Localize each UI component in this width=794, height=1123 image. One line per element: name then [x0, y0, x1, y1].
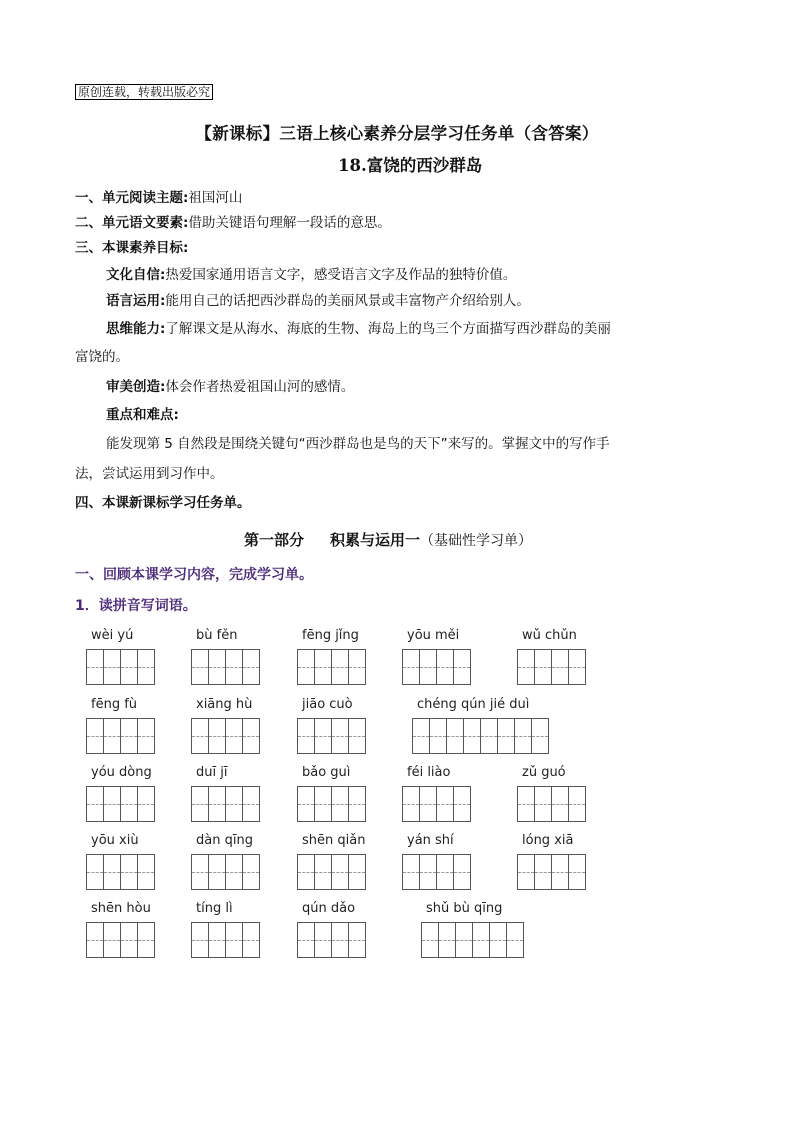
writing-cell[interactable]	[86, 649, 104, 685]
writing-cell[interactable]	[297, 854, 315, 890]
writing-cell[interactable]	[137, 854, 155, 890]
writing-cell[interactable]	[446, 718, 464, 754]
key-difficulty-cont: 法，尝试运用到习作中。	[75, 466, 224, 482]
goal-aesthetic-text: 体会作者热爱祖国山河的感情。	[165, 379, 355, 395]
key-difficulty-heading: 重点和难点:	[106, 407, 179, 423]
writing-cell[interactable]	[297, 922, 315, 958]
word-writing-boxes[interactable]	[517, 786, 586, 822]
writing-cell[interactable]	[137, 922, 155, 958]
writing-cell[interactable]	[402, 854, 420, 890]
part-note: （基础性学习单）	[420, 533, 533, 549]
writing-cell[interactable]	[489, 922, 507, 958]
writing-cell[interactable]	[517, 786, 535, 822]
lesson-title: 18.富饶的西沙群岛	[338, 156, 483, 175]
word-writing-boxes[interactable]	[191, 649, 260, 685]
goal-thinking	[106, 320, 611, 338]
word-writing-boxes[interactable]	[191, 922, 260, 958]
writing-cell[interactable]	[314, 854, 332, 890]
writing-cell[interactable]	[225, 649, 243, 685]
writing-cell[interactable]	[421, 922, 439, 958]
writing-cell[interactable]	[402, 649, 420, 685]
task-sheet-heading: 四、本课新课标学习任务单。	[75, 495, 251, 511]
writing-cell[interactable]	[137, 718, 155, 754]
writing-cell[interactable]	[331, 854, 349, 890]
writing-cell[interactable]	[436, 854, 454, 890]
word-writing-boxes[interactable]	[191, 786, 260, 822]
writing-cell[interactable]	[348, 649, 366, 685]
writing-cell[interactable]	[314, 718, 332, 754]
writing-cell[interactable]	[348, 718, 366, 754]
pinyin-label: tíng lì	[196, 901, 233, 916]
goal-thinking-text: 了解课文是从海水、海底的生物、海岛上的鸟三个方面描写西沙群岛的美丽	[165, 321, 611, 337]
pinyin-label: yóu dòng	[91, 765, 152, 780]
pinyin-label: shēn hòu	[91, 901, 151, 916]
writing-cell[interactable]	[103, 854, 121, 890]
writing-cell[interactable]	[225, 786, 243, 822]
writing-cell[interactable]	[419, 854, 437, 890]
word-writing-boxes[interactable]	[402, 786, 471, 822]
pinyin-label: yōu xiù	[91, 833, 139, 848]
writing-cell[interactable]	[103, 718, 121, 754]
writing-cell[interactable]	[453, 854, 471, 890]
writing-cell[interactable]	[120, 786, 138, 822]
writing-cell[interactable]	[297, 786, 315, 822]
goal-culture	[106, 266, 516, 284]
pinyin-label: shēn qiǎn	[302, 833, 366, 848]
goal-aesthetic-label: 审美创造:	[106, 379, 166, 395]
writing-cell[interactable]	[191, 649, 209, 685]
goal-culture-label: 文化自信:	[106, 267, 166, 283]
page-title: 【新课标】三语上核心素养分层学习任务单（含答案）	[195, 124, 599, 143]
unit-theme-label: 一、单元阅读主题:	[75, 190, 189, 206]
writing-cell[interactable]	[453, 786, 471, 822]
writing-cell[interactable]	[242, 718, 260, 754]
word-writing-boxes[interactable]	[86, 649, 155, 685]
writing-cell[interactable]	[208, 649, 226, 685]
writing-cell[interactable]	[120, 718, 138, 754]
writing-cell[interactable]	[568, 854, 586, 890]
pinyin-label: dàn qīng	[196, 833, 253, 848]
writing-cell[interactable]	[348, 922, 366, 958]
writing-cell[interactable]	[103, 922, 121, 958]
writing-cell[interactable]	[225, 922, 243, 958]
word-writing-boxes[interactable]	[297, 718, 366, 754]
writing-cell[interactable]	[191, 718, 209, 754]
word-writing-boxes[interactable]	[517, 854, 586, 890]
word-writing-boxes[interactable]	[86, 854, 155, 890]
pinyin-label: xiāng hù	[196, 697, 253, 712]
writing-cell[interactable]	[412, 718, 430, 754]
pinyin-label: bǎo guì	[302, 765, 351, 780]
writing-cell[interactable]	[517, 649, 535, 685]
writing-cell[interactable]	[453, 649, 471, 685]
writing-cell[interactable]	[103, 649, 121, 685]
writing-cell[interactable]	[568, 786, 586, 822]
writing-cell[interactable]	[137, 649, 155, 685]
word-writing-boxes[interactable]	[297, 649, 366, 685]
writing-cell[interactable]	[297, 649, 315, 685]
writing-cell[interactable]	[534, 649, 552, 685]
writing-cell[interactable]	[551, 786, 569, 822]
goal-thinking-cont: 富饶的。	[75, 349, 129, 365]
unit-theme	[75, 189, 242, 207]
writing-cell[interactable]	[242, 922, 260, 958]
writing-cell[interactable]	[208, 718, 226, 754]
writing-cell[interactable]	[242, 786, 260, 822]
pinyin-label: wǔ chǔn	[522, 628, 577, 643]
writing-cell[interactable]	[208, 786, 226, 822]
word-writing-boxes[interactable]	[402, 854, 471, 890]
writing-cell[interactable]	[208, 854, 226, 890]
goal-aesthetic	[106, 378, 354, 396]
goal-language-text: 能用自己的话把西沙群岛的美丽风景或丰富物产介绍给别人。	[165, 293, 530, 309]
pinyin-label: féi liào	[407, 765, 451, 780]
word-writing-boxes[interactable]	[402, 649, 471, 685]
writing-cell[interactable]	[497, 718, 515, 754]
writing-cell[interactable]	[242, 854, 260, 890]
unit-element-text: 借助关键语句理解一段话的意思。	[188, 215, 391, 231]
writing-cell[interactable]	[86, 786, 104, 822]
writing-cell[interactable]	[120, 854, 138, 890]
pinyin-label: zǔ guó	[522, 765, 566, 780]
writing-cell[interactable]	[419, 786, 437, 822]
writing-cell[interactable]	[331, 786, 349, 822]
word-writing-boxes[interactable]	[191, 854, 260, 890]
writing-cell[interactable]	[242, 649, 260, 685]
goal-language-label: 语言运用:	[106, 293, 166, 309]
writing-cell[interactable]	[429, 718, 447, 754]
part-name: 第一部分	[244, 531, 305, 549]
writing-cell[interactable]	[225, 718, 243, 754]
writing-cell[interactable]	[517, 854, 535, 890]
pinyin-label: qún dǎo	[302, 901, 356, 916]
word-writing-boxes[interactable]	[421, 922, 524, 958]
writing-cell[interactable]	[419, 649, 437, 685]
writing-cell[interactable]	[463, 718, 481, 754]
word-writing-boxes[interactable]	[86, 718, 155, 754]
writing-cell[interactable]	[331, 922, 349, 958]
writing-cell[interactable]	[86, 854, 104, 890]
writing-cell[interactable]	[568, 649, 586, 685]
goal-culture-text: 热爱国家通用语言文字，感受语言文字及作品的独特价值。	[165, 267, 517, 283]
goal-language	[106, 292, 530, 310]
writing-cell[interactable]	[225, 854, 243, 890]
writing-cell[interactable]	[551, 854, 569, 890]
writing-cell[interactable]	[348, 786, 366, 822]
writing-cell[interactable]	[402, 786, 420, 822]
pinyin-label: bù fěn	[196, 628, 238, 643]
pinyin-label: wèi yú	[91, 628, 134, 643]
writing-cell[interactable]	[137, 786, 155, 822]
copyright-stamp: 原创连载，转载出版必究	[75, 84, 213, 100]
writing-cell[interactable]	[438, 922, 456, 958]
question-one: 1．读拼音写词语。	[75, 598, 197, 614]
writing-cell[interactable]	[314, 922, 332, 958]
writing-cell[interactable]	[472, 922, 490, 958]
task-one: 一、回顾本课学习内容，完成学习单。	[75, 567, 313, 583]
goals-heading: 三、本课素养目标:	[75, 240, 189, 256]
word-writing-boxes[interactable]	[412, 718, 549, 754]
key-difficulty-text: 能发现第 5 自然段是围绕关键句“西沙群岛也是鸟的天下”来写的。掌握文中的写作手	[106, 436, 610, 452]
unit-element-label: 二、单元语文要素:	[75, 215, 189, 231]
writing-cell[interactable]	[534, 786, 552, 822]
pinyin-label: yōu měi	[407, 628, 460, 643]
pinyin-label: fēng fù	[91, 697, 138, 712]
writing-cell[interactable]	[103, 786, 121, 822]
part-one-heading	[244, 529, 532, 550]
writing-cell[interactable]	[331, 649, 349, 685]
writing-cell[interactable]	[297, 718, 315, 754]
pinyin-label: yán shí	[407, 833, 454, 848]
writing-cell[interactable]	[480, 718, 498, 754]
writing-cell[interactable]	[208, 922, 226, 958]
pinyin-label: shǔ bù qīng	[426, 901, 503, 916]
writing-cell[interactable]	[531, 718, 549, 754]
goal-thinking-label: 思维能力:	[106, 321, 166, 337]
writing-cell[interactable]	[331, 718, 349, 754]
writing-cell[interactable]	[120, 649, 138, 685]
unit-theme-text: 祖国河山	[188, 190, 243, 206]
pinyin-label: lóng xiā	[522, 833, 574, 848]
word-writing-boxes[interactable]	[86, 786, 155, 822]
pinyin-label: fēng jǐng	[302, 628, 359, 643]
word-writing-boxes[interactable]	[297, 922, 366, 958]
writing-cell[interactable]	[86, 922, 104, 958]
writing-cell[interactable]	[436, 786, 454, 822]
writing-cell[interactable]	[514, 718, 532, 754]
word-writing-boxes[interactable]	[517, 649, 586, 685]
writing-cell[interactable]	[314, 786, 332, 822]
writing-cell[interactable]	[534, 854, 552, 890]
writing-cell[interactable]	[120, 922, 138, 958]
writing-cell[interactable]	[191, 854, 209, 890]
word-writing-boxes[interactable]	[191, 718, 260, 754]
writing-cell[interactable]	[86, 718, 104, 754]
writing-cell[interactable]	[455, 922, 473, 958]
writing-cell[interactable]	[551, 649, 569, 685]
unit-element	[75, 214, 391, 232]
pinyin-label: jiāo cuò	[302, 697, 353, 712]
pinyin-label: chéng qún jié duì	[417, 697, 530, 712]
writing-cell[interactable]	[314, 649, 332, 685]
writing-cell[interactable]	[191, 786, 209, 822]
pinyin-label: duī jī	[196, 765, 228, 780]
word-writing-boxes[interactable]	[297, 854, 366, 890]
writing-cell[interactable]	[436, 649, 454, 685]
writing-cell[interactable]	[506, 922, 524, 958]
word-writing-boxes[interactable]	[86, 922, 155, 958]
part-title: 积累与运用一	[330, 531, 421, 549]
writing-cell[interactable]	[191, 922, 209, 958]
word-writing-boxes[interactable]	[297, 786, 366, 822]
writing-cell[interactable]	[348, 854, 366, 890]
